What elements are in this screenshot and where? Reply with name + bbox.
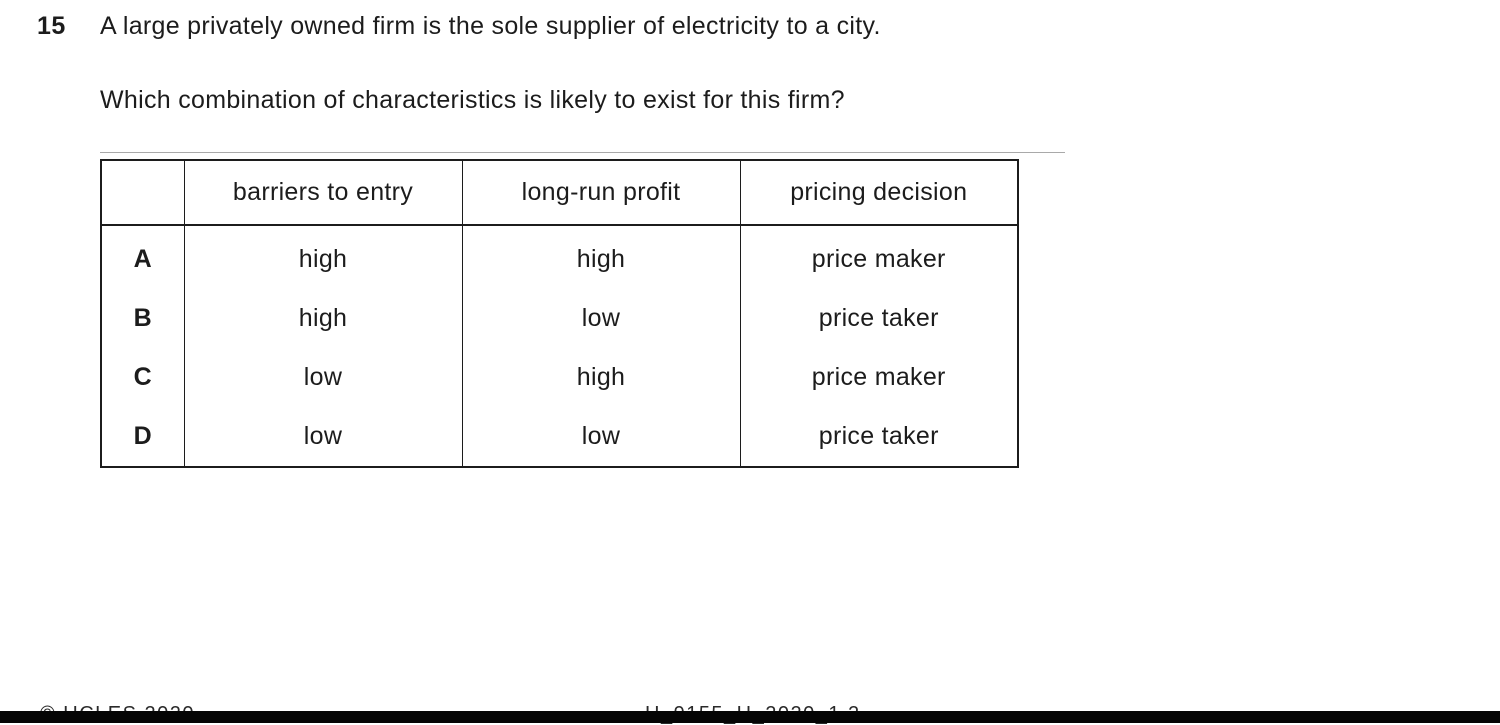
option-letter: C bbox=[133, 363, 152, 391]
header-cell-blank bbox=[101, 160, 184, 225]
header-cell-barriers: barriers to entry bbox=[184, 160, 462, 225]
header-cell-profit: long-run profit bbox=[462, 160, 740, 225]
table-cell: low bbox=[184, 407, 462, 467]
table-cell: price taker bbox=[740, 407, 1018, 467]
scan-artifact-line bbox=[100, 152, 1065, 153]
table-header-row bbox=[101, 160, 1018, 225]
table-row bbox=[101, 225, 1018, 289]
table-row bbox=[101, 348, 1018, 407]
footer-paper-code-text bbox=[645, 704, 945, 711]
question-prompt: Which combination of characteristics is likely to exist for this firm? bbox=[100, 86, 845, 114]
table-row bbox=[101, 407, 1018, 467]
footer-copyright-text bbox=[40, 704, 280, 711]
option-letter: B bbox=[133, 304, 152, 332]
table-cell: high bbox=[184, 225, 462, 289]
table-cell: high bbox=[462, 348, 740, 407]
table-row bbox=[101, 289, 1018, 348]
question-stem: A large privately owned firm is the sole supplier of electricity to a city. bbox=[100, 12, 881, 40]
option-letter: D bbox=[133, 422, 152, 450]
header-cell-pricing: pricing decision bbox=[740, 160, 1018, 225]
scan-border-bar bbox=[0, 711, 1500, 723]
question-number: 15 bbox=[37, 12, 66, 40]
table-cell: price taker bbox=[740, 289, 1018, 348]
option-letter: A bbox=[133, 245, 152, 273]
table-cell: low bbox=[184, 348, 462, 407]
table-cell: high bbox=[184, 289, 462, 348]
table-cell: low bbox=[462, 407, 740, 467]
table-cell: low bbox=[462, 289, 740, 348]
table-cell: high bbox=[462, 225, 740, 289]
options-table bbox=[100, 159, 1019, 468]
table-cell: price maker bbox=[740, 348, 1018, 407]
table-cell: price maker bbox=[740, 225, 1018, 289]
